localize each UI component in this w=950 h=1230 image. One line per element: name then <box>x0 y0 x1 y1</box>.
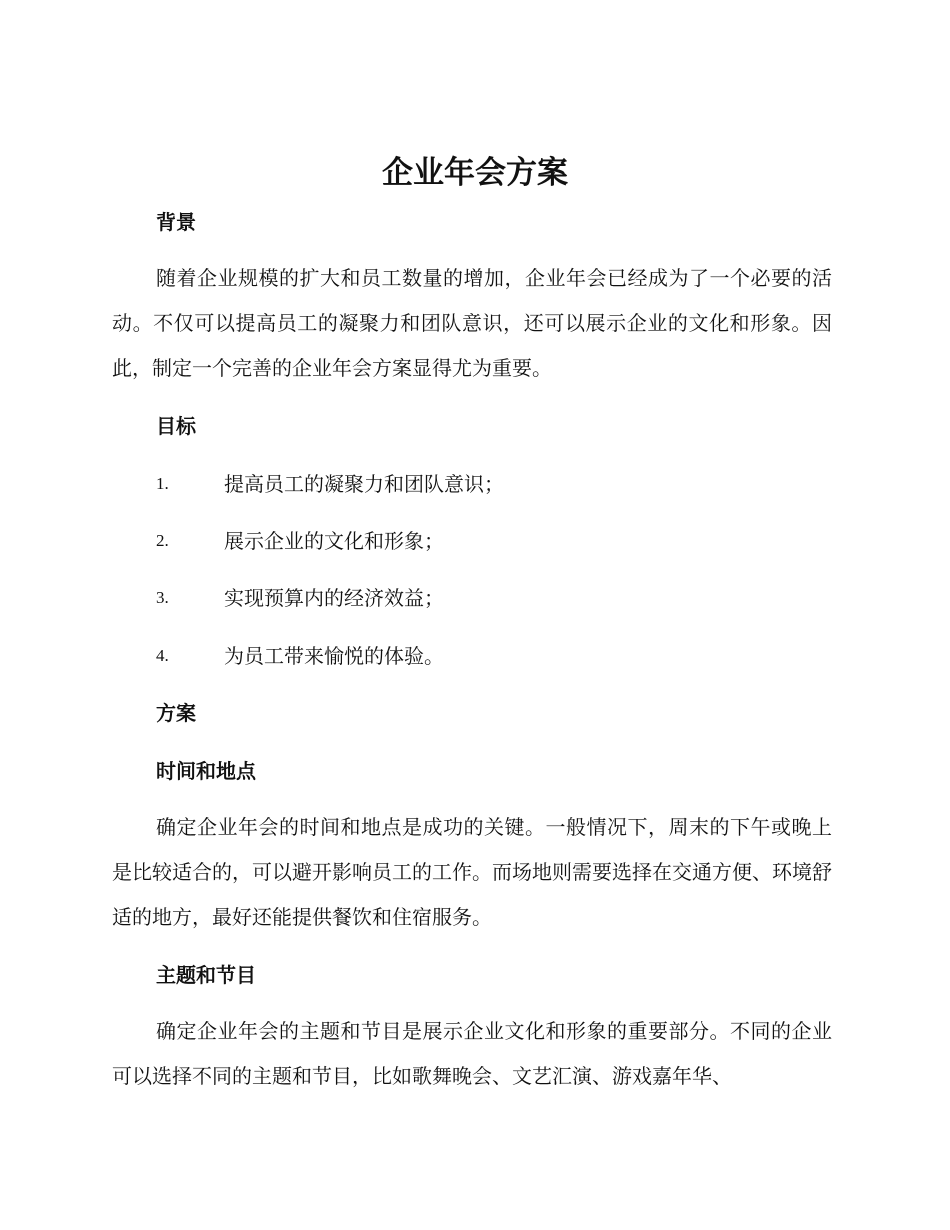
document-title: 企业年会方案 <box>382 155 568 191</box>
list-number: 1. <box>156 474 169 493</box>
time-place-paragraph: 确定企业年会的时间和地点是成功的关键。一般情况下，周末的下午或晚上是比较适合的，可以避开影响员工的工作。而场地则需要选择在交通方便、环境舒适的地方，最好还能提供餐饮和住宿服务。 <box>112 815 832 929</box>
list-number: 2. <box>156 531 169 550</box>
subsection-heading-time-place: 时间和地点 <box>156 759 256 783</box>
background-paragraph: 随着企业规模的扩大和员工数量的增加，企业年会已经成为了一个必要的活动。不仅可以提高员工的凝聚力和团队意识，还可以展示企业的文化和形象。因此，制定一个完善的企业年会方案显得尤为重要。 <box>112 266 832 380</box>
list-item-text: 提高员工的凝聚力和团队意识； <box>224 472 504 496</box>
list-item-text: 展示企业的文化和形象； <box>224 529 444 553</box>
subsection-heading-theme-program: 主题和节目 <box>156 963 256 987</box>
theme-program-paragraph: 确定企业年会的主题和节目是展示企业文化和形象的重要部分。不同的企业可以选择不同的主题和节目，比如歌舞晚会、文艺汇演、游戏嘉年华、 <box>112 1019 832 1088</box>
list-number: 3. <box>156 588 169 607</box>
list-number: 4. <box>156 646 169 665</box>
section-heading-plan: 方案 <box>156 701 196 725</box>
section-heading-background: 背景 <box>156 210 196 234</box>
section-heading-goals: 目标 <box>156 414 196 438</box>
list-item-text: 实现预算内的经济效益； <box>224 586 444 610</box>
list-item-text: 为员工带来愉悦的体验。 <box>224 644 444 668</box>
